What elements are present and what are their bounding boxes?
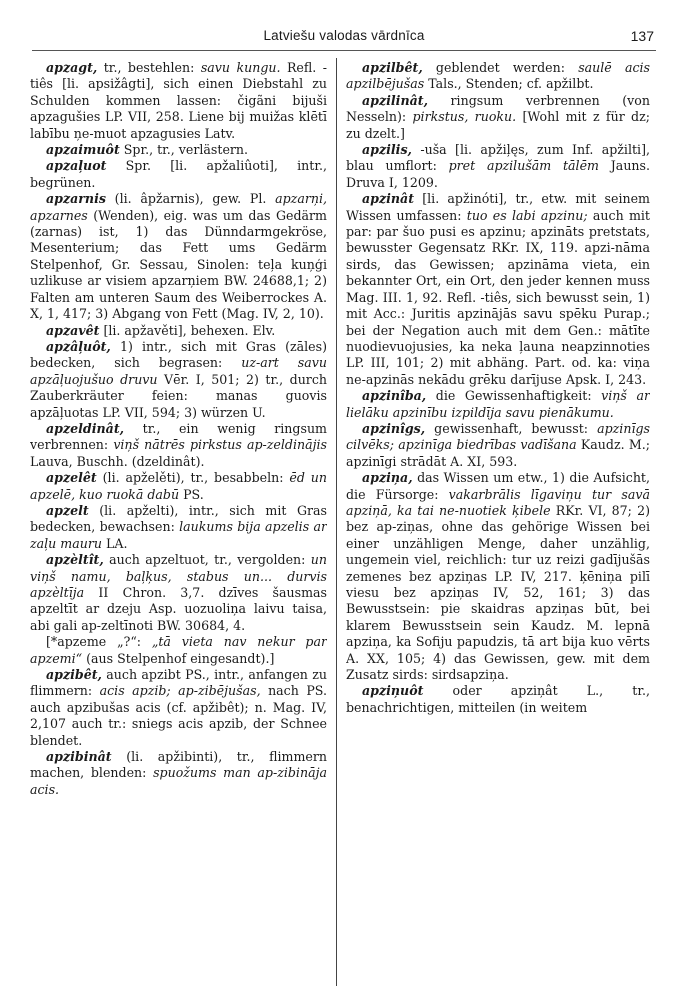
dictionary-entry <box>346 470 650 683</box>
dictionary-entry <box>346 60 650 93</box>
entry-example: tuo es labi apzinu; <box>466 207 588 223</box>
column-divider <box>336 58 337 986</box>
entry-headword: apzinîba, <box>362 388 427 404</box>
entry-continuation: auch mit par: par šuo pusi es apzinu; apzināts pretstats, bewusster Gegensatz RKr. IX, 119. apzi-nāma sirds, das Gewissen; apzināma vieta, ein bekannter Ort, ein Ort, den jeder kennen muss Mag. III. 1, 92. Refl. -tiês, sich bewusst sein, 1) mit Acc.: Juritis apzinājās savu spēku Purap.; bei der Negation auch mit dem Gen.: mātīte nuodievuojusies, ka neka ļauna neapzinnoties LP. III, 101; 2) mit abhäng. Part. od. ka: viņa ne-apzinās nekādu grēku darījuse Apsk. I, 243. <box>346 207 650 387</box>
entry-headword: apzagt, <box>46 60 98 75</box>
entry-continuation: (Wenden), eig. was um das Gedärm (zarnas) ist, 1) das Dünndarmgekröse, Mesenterium; das Fett ums Gedärm Stelpenhof, Gr. Sessau, Sinolen: teļa kuņģi uzlikuse ar visiem apzarņiem BW. 24688,1; 2) Falten am unteren Saum des Weiberrockes A. X, 1, 417; 3) Abgang von Fett (Mag. IV, 2, 10). <box>30 207 327 322</box>
entry-example: „tā vieta nav nekur par apzemi“ <box>30 634 327 666</box>
entry-headword: apzaļuot <box>46 158 107 174</box>
entry-definition: auch apzeltuot, tr., vergolden: <box>103 552 311 568</box>
entry-example: viņš ar lielāku apzinību izpildīja savu pienākumu. <box>346 388 650 420</box>
entry-example: uz-art savu apzāļuojušuo druvu <box>30 355 327 387</box>
entry-headword: apzavêt <box>46 322 100 338</box>
entry-headword: apzâļuôt, <box>46 338 111 354</box>
page-header <box>32 28 656 51</box>
entry-definition: (li. apžibinti), tr., flimmern machen, blenden: <box>30 749 327 781</box>
dictionary-entry <box>30 142 327 158</box>
entry-example: acis apzib; ap-zibējušas, <box>99 683 261 699</box>
entry-continuation: (aus Stelpenhof eingesandt).] <box>82 650 275 666</box>
left-column <box>30 60 327 990</box>
entry-continuation: nach PS. auch apzibušas acis (cf. apžibêt); n. Mag. IV, 2,107 auch tr.: sniegs acis apzib, der Schnee blendet. <box>30 683 327 748</box>
dictionary-entry <box>346 388 650 421</box>
entry-headword: apzelêt <box>46 470 97 486</box>
entry-headword: apzilinât, <box>362 92 428 108</box>
entry-headword: apzinîgs, <box>362 420 426 436</box>
dictionary-entry <box>30 634 327 667</box>
entry-headword: apzilbêt, <box>362 60 423 75</box>
entry-definition: (li. apželěti), tr., besabbeln: <box>96 470 290 486</box>
entry-continuation: Kaudz. M.; apzinīgi strādāt A. XI, 593. <box>346 437 650 469</box>
entry-continuation: Refl. -tiês [li. apsižâgti], sich einen Diebstahl zu Schulden kommen lassen: čigãni bijuši apzagušies LP. VII, 258. Liene bij muižas klētī labību ņe-muot apzagusies Latv. <box>30 60 327 141</box>
entry-continuation: [Wohl mit z für dz; zu dzelt.] <box>346 109 650 141</box>
entry-example: savu kungu. <box>200 60 281 75</box>
entry-definition: Spr., tr., verlästern. <box>119 142 249 158</box>
entry-example: apzarņi, apzarnes <box>30 191 327 223</box>
entry-example: apzinīgs cilvēks; apzinīga biedrības vadīšana <box>346 420 650 453</box>
entry-definition: (li. apželti), intr., sich mit Gras bedecken, bewachsen: <box>30 502 327 535</box>
right-column <box>346 60 650 990</box>
entry-definition: tr., bestehlen: <box>97 60 201 75</box>
entry-example: viņš nātrēs pirkstus ap-zeldinājis <box>113 437 327 453</box>
entry-example: laukums bija apzelis ar zaļu mauru <box>30 519 327 551</box>
entry-example: vakarbrālis līgaviņu tur savā apziņā, ka tai ne-nuotiek ķibele <box>346 486 650 518</box>
dictionary-entry <box>30 470 327 503</box>
entry-definition: -uša [li. apžiļęs, zum Inf. apžilti], blau umflort: <box>346 142 650 174</box>
entry-continuation: Vēr. I, 501; 2) tr., durch Zauberkräuter feien: manas guovis apzāļuotas LP. VII, 594; 3) würzen U. <box>30 371 327 420</box>
entry-definition: gewissenhaft, bewusst: <box>425 420 598 436</box>
entry-example: pirkstus, ruoku. <box>412 109 517 125</box>
entry-definition: [*apzeme „?“: <box>46 634 152 650</box>
entry-headword: apzarnis <box>46 191 106 207</box>
entry-continuation: Jauns. Druva I, 1209. <box>346 158 650 190</box>
dictionary-entry <box>30 323 327 339</box>
entry-example: spuožums man ap-zibināja acis. <box>30 765 327 797</box>
entry-continuation: PS. <box>179 486 204 502</box>
page-number: 137 <box>630 28 654 44</box>
entry-definition: 1) intr., sich mit Gras (zāles) bedecken, sich begrasen: <box>30 338 327 371</box>
dictionary-entry <box>30 421 327 470</box>
entry-definition: die Gewissenhaftigkeit: <box>426 388 602 404</box>
dictionary-entry <box>30 191 327 322</box>
entry-definition: [li. apžavěti], behexen. Elv. <box>99 322 276 338</box>
dictionary-entry <box>346 683 650 716</box>
dictionary-title: Latviešu valodas vārdnīca <box>263 28 425 43</box>
entry-headword: apzelt <box>46 502 89 518</box>
entry-example: un viņš namu, baļķus, stabus un... durvis apzèltīja <box>30 552 327 600</box>
dictionary-entry <box>30 749 327 798</box>
dictionary-entry <box>30 158 327 191</box>
entry-example: pret apzilušām tālēm <box>448 158 599 174</box>
entry-headword: apzaimuôt <box>46 142 120 158</box>
entry-headword: apzibêt, <box>46 667 102 683</box>
dictionary-entry <box>346 191 650 388</box>
dictionary-entry <box>30 552 327 634</box>
entry-headword: apzinât <box>362 191 415 207</box>
entry-definition: tr., ein wenig ringsum verbrennen: <box>30 420 327 453</box>
entry-example: ēd un apzelē, kuo ruokā dabū <box>30 470 327 502</box>
entry-continuation: Tals., Stenden; cf. apžilbt. <box>424 76 594 92</box>
dictionary-entry <box>30 667 327 749</box>
dictionary-entry <box>30 339 327 421</box>
entry-definition: das Wissen um etw., 1) die Aufsicht, die Fürsorge: <box>346 470 650 502</box>
dictionary-entry <box>346 142 650 191</box>
entry-continuation: RKr. VI, 87; 2) bez ap-ziņas, ohne das gehörige Wissen bei einer unzähligen Menge, daher unzählig, ungemein viel, reichlich: tur uz reizi gadījušās zemenes bez apziņas LP. IV, 217. ķēniņa pilī viesu bez apziņas IV, 52, 161; 3) das Bewusstsein: pie skaidras apziņas būt, bei klarem Bewusstsein sein Kaudz. M. lepnā apziņa, ka Sofiju papudzis, tā art bija kuo vērts A. XX, 105; 4) das Gewissen, gew. mit dem Zusatz sirds: sirdsapziņa. <box>346 502 650 683</box>
entry-example: saulē acis apzilbējušas <box>346 60 650 92</box>
entry-continuation: LA. <box>101 535 128 551</box>
entry-continuation: Lauva, Buschh. (dzeldinât). <box>30 453 205 469</box>
entry-definition: auch apzibt PS., intr., anfangen zu flimmern: <box>30 667 327 699</box>
entry-headword: apzibinât <box>46 749 112 765</box>
entry-definition: oder apziņât L., tr., benachrichtigen, mitteilen (in weitem <box>346 683 650 715</box>
entry-headword: apziņuôt <box>362 683 424 699</box>
entry-definition: (li. âpžarnis), gew. Pl. <box>105 191 276 207</box>
dictionary-entry <box>346 421 650 470</box>
dictionary-entry <box>346 93 650 142</box>
entry-definition: ringsum verbrennen (von Nesseln): <box>346 92 650 125</box>
entry-continuation: II Chron. 3,7. dzīves šausmas apzeltīt ar dzeju Asp. uozuoliņa laivu taisa, abi gali ap-zeltīnoti BW. 30684, 4. <box>30 585 327 633</box>
entry-definition: [li. apžinóti], tr., etw. mit seinem Wissen umfassen: <box>346 191 650 223</box>
entry-definition: geblendet werden: <box>422 60 579 75</box>
entry-headword: apziņa, <box>362 470 413 486</box>
dictionary-entry <box>30 503 327 552</box>
entry-headword: apzilis, <box>362 142 412 158</box>
entry-definition: Spr. [li. apžaliûoti], intr., begrünen. <box>30 158 327 190</box>
entry-headword: apzeldinât, <box>46 420 125 436</box>
dictionary-entry <box>30 60 327 142</box>
entry-headword: apzèltît, <box>46 552 104 568</box>
